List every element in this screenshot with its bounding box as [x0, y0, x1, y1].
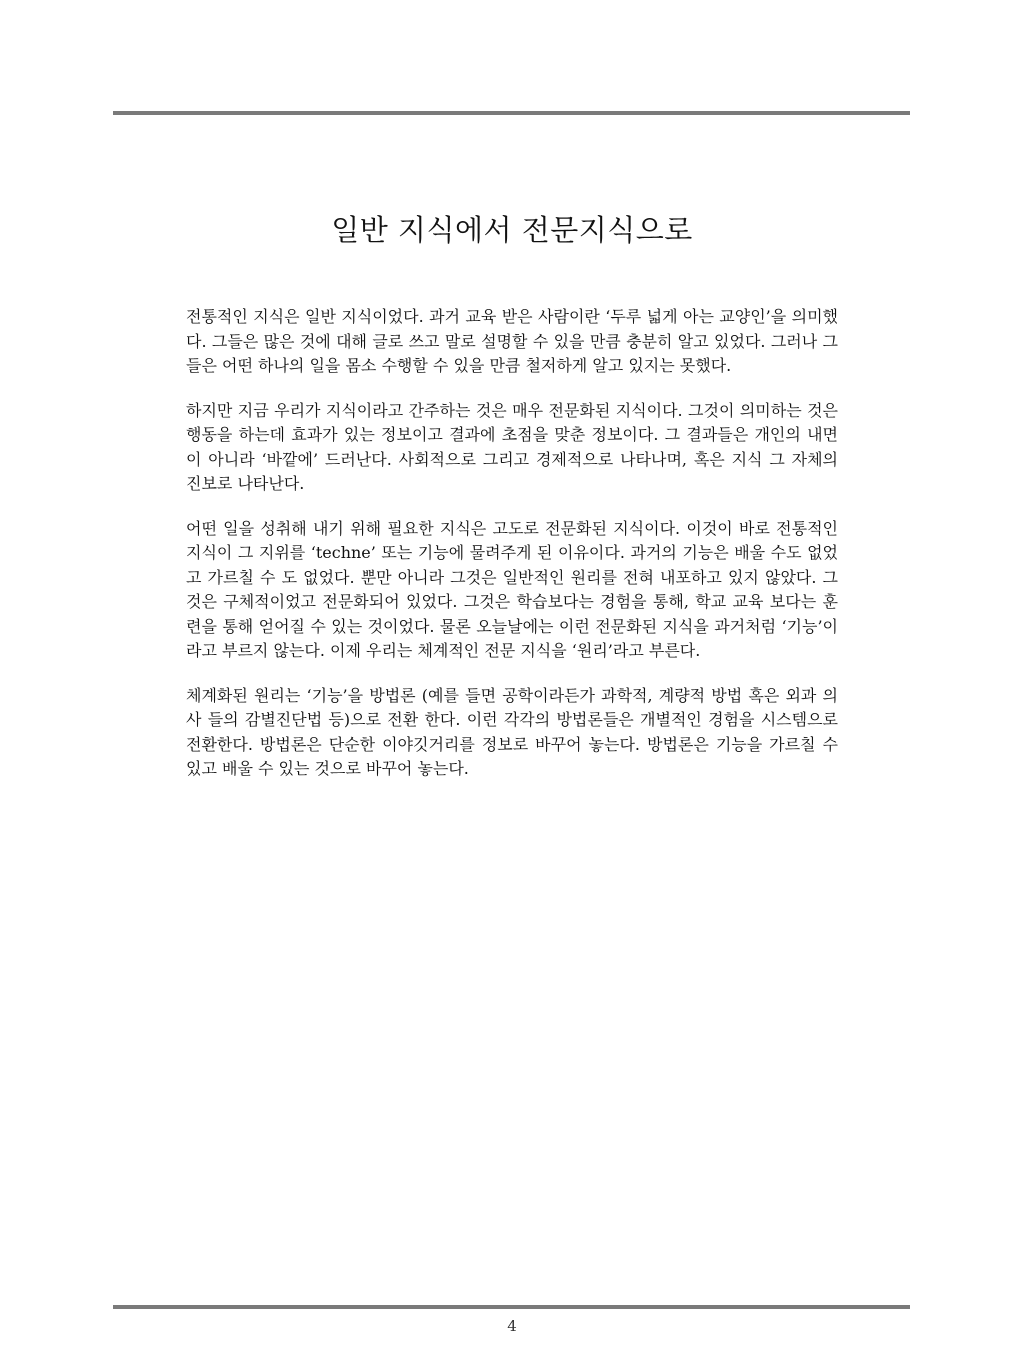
paragraph-1: 전통적인 지식은 일반 지식이었다. 과거 교육 받은 사람이란 ‘두루 넓게 아는 교양인’을 의미했다. 그들은 많은 것에 대해 글로 쓰고 말로 설명할 수 있을 만큼 충분히 알고 있었다. 그러나 그들은 어떤 하나의 일을 몸소 수행할 수 있을 만큼 철저하게 알고 있지는 못했다. [186, 307, 838, 375]
top-rule [113, 111, 910, 115]
paragraph-4: 체계화된 원리는 ‘기능’을 방법론 (예를 들면 공학이라든가 과학적, 계량적 방법 혹은 외과 의사 들의 감별진단법 등)으로 전환 한다. 이런 각각의 방법론들은 개별적인 경험을 시스템으로 전환한다. 방법론은 단순한 이야깃거리를 정보로 바꾸어 놓는다. 방법론은 기능을 가르칠 수 있고 배울 수 있는 것으로 바꾸어 놓는다. [186, 685, 838, 778]
bottom-rule [113, 1305, 910, 1309]
paragraph-2: 하지만 지금 우리가 지식이라고 간주하는 것은 매우 전문화된 지식이다. 그것이 의미하는 것은 행동을 하는데 효과가 있는 정보이고 결과에 초점을 맞춘 정보이다. 그 결과들은 개인의 내면이 아니라 ‘바깥에’ 드러난다. 사회적으로 그리고 경제적으로 나타나며, 혹은 지식 그 자체의 진보로 나타난다. [186, 400, 838, 493]
page-number: 4 [507, 1317, 517, 1335]
page-title: 일반 지식에서 전문지식으로 [331, 213, 693, 247]
body-text [186, 305, 838, 802]
paragraph-3: 어떤 일을 성취해 내기 위해 필요한 지식은 고도로 전문화된 지식이다. 이것이 바로 전통적인 지식이 그 지위를 ‘techne’ 또는 기능에 물려주게 된 이유이다. 과거의 기능은 배울 수도 없었고 가르칠 수 도 없었다. 뿐만 아니라 그것은 일반적인 원리를 전혀 내포하고 있지 않았다. 그것은 구체적이었고 전문화되어 있었다. 그것은 학습보다는 경험을 통해, 학교 교육 보다는 훈련을 통해 얻어질 수 있는 것이었다. 물론 오늘날에는 이런 전문화된 지식을 과거처럼 ‘기능’이라고 부르지 않는다. 이제 우리는 체계적인 전문 지식을 ‘원리’라고 부른다. [186, 518, 838, 660]
